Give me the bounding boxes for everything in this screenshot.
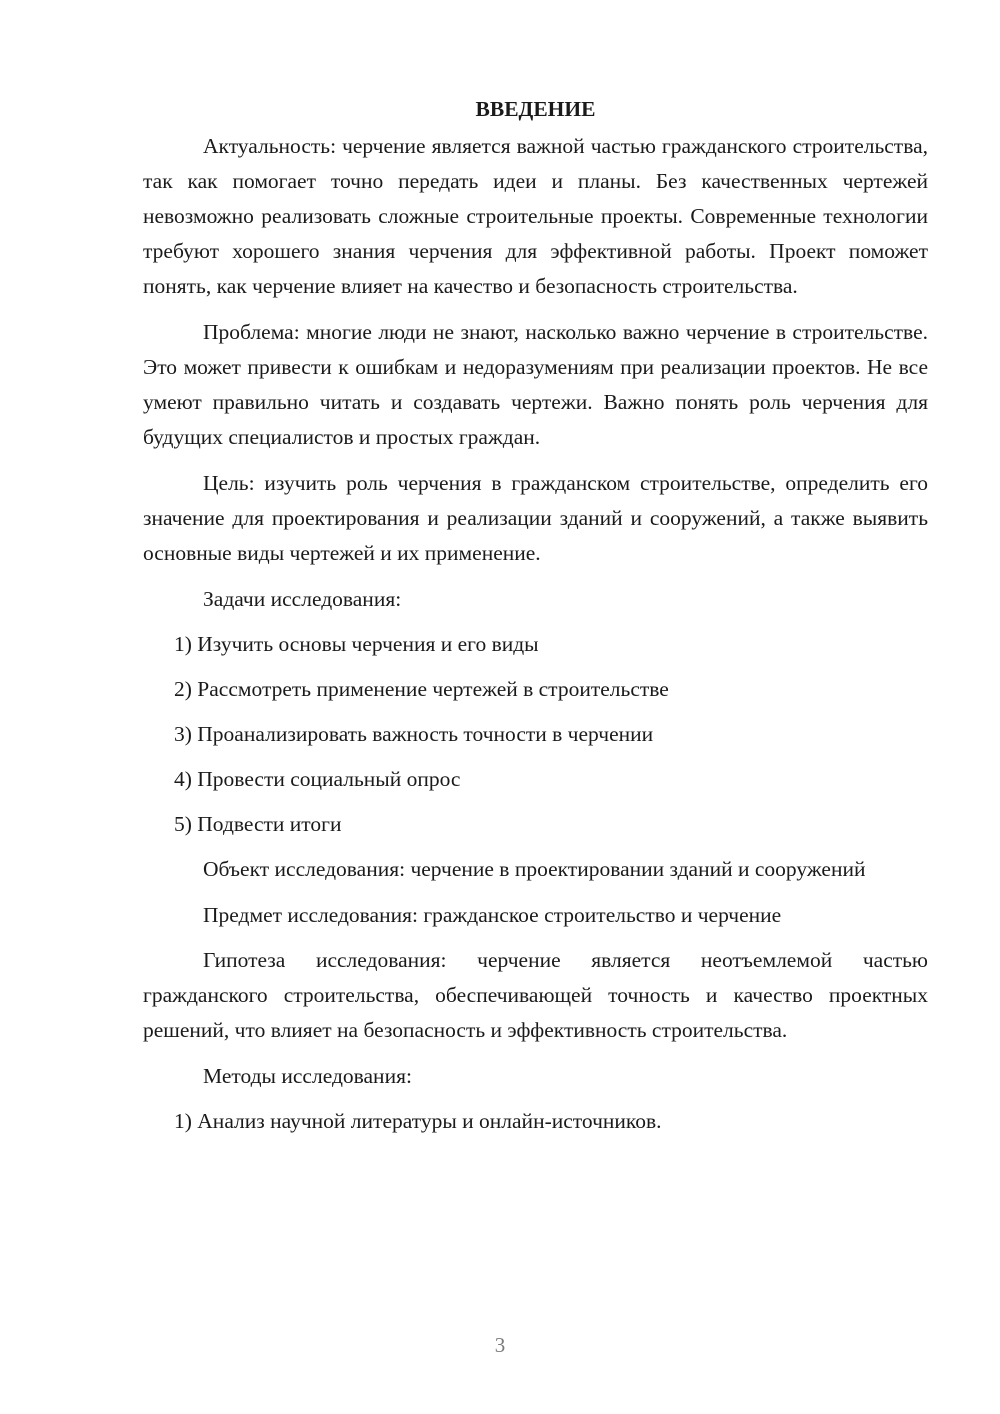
document-page (143, 92, 928, 1149)
subject-paragraph: Предмет исследования: гражданское строительство и черчение (203, 903, 782, 927)
task-item: 4) Провести социальный опрос (174, 767, 461, 791)
section-title: ВВЕДЕНИЕ (475, 97, 596, 121)
task-item: 1) Изучить основы черчения и его виды (174, 632, 539, 656)
goal-paragraph: Цель: изучить роль черчения в гражданском строительстве, определить его значение для проектирования и реализации зданий и сооружений, а также выявить основные виды чертежей и их применение. (143, 471, 928, 565)
hypothesis-paragraph: Гипотеза исследования: черчение является неотъемлемой частью гражданского строительства, обеспечивающей точность и качество проектных решений, что влияет на безопасность и эффективность строительства. (143, 948, 928, 1042)
task-item: 2) Рассмотреть применение чертежей в строительстве (174, 677, 669, 701)
task-item: 3) Проанализировать важность точности в черчении (174, 722, 654, 746)
relevance-paragraph: Актуальность: черчение является важной частью гражданского строительства, так как помогает точно передать идеи и планы. Без качественных чертежей невозможно реализовать сложные строительные проекты. Современные технологии требуют хорошего знания черчения для эффективной работы. Проект поможет понять, как черчение влияет на качество и безопасность строительства. (143, 134, 928, 298)
problem-paragraph: Проблема: многие люди не знают, насколько важно черчение в строительстве. Это может привести к ошибкам и недоразумениям при реализации проектов. Не все умеют правильно читать и создавать чертежи. Важно понять роль черчения для будущих специалистов и простых граждан. (143, 320, 928, 449)
task-item: 5) Подвести итоги (174, 812, 342, 836)
method-item: 1) Анализ научной литературы и онлайн-источников. (174, 1109, 662, 1133)
object-paragraph: Объект исследования: черчение в проектировании зданий и сооружений (203, 857, 866, 881)
page-number: 3 (494, 1333, 506, 1357)
methods-heading: Методы исследования: (203, 1064, 412, 1088)
tasks-heading: Задачи исследования: (203, 587, 402, 611)
